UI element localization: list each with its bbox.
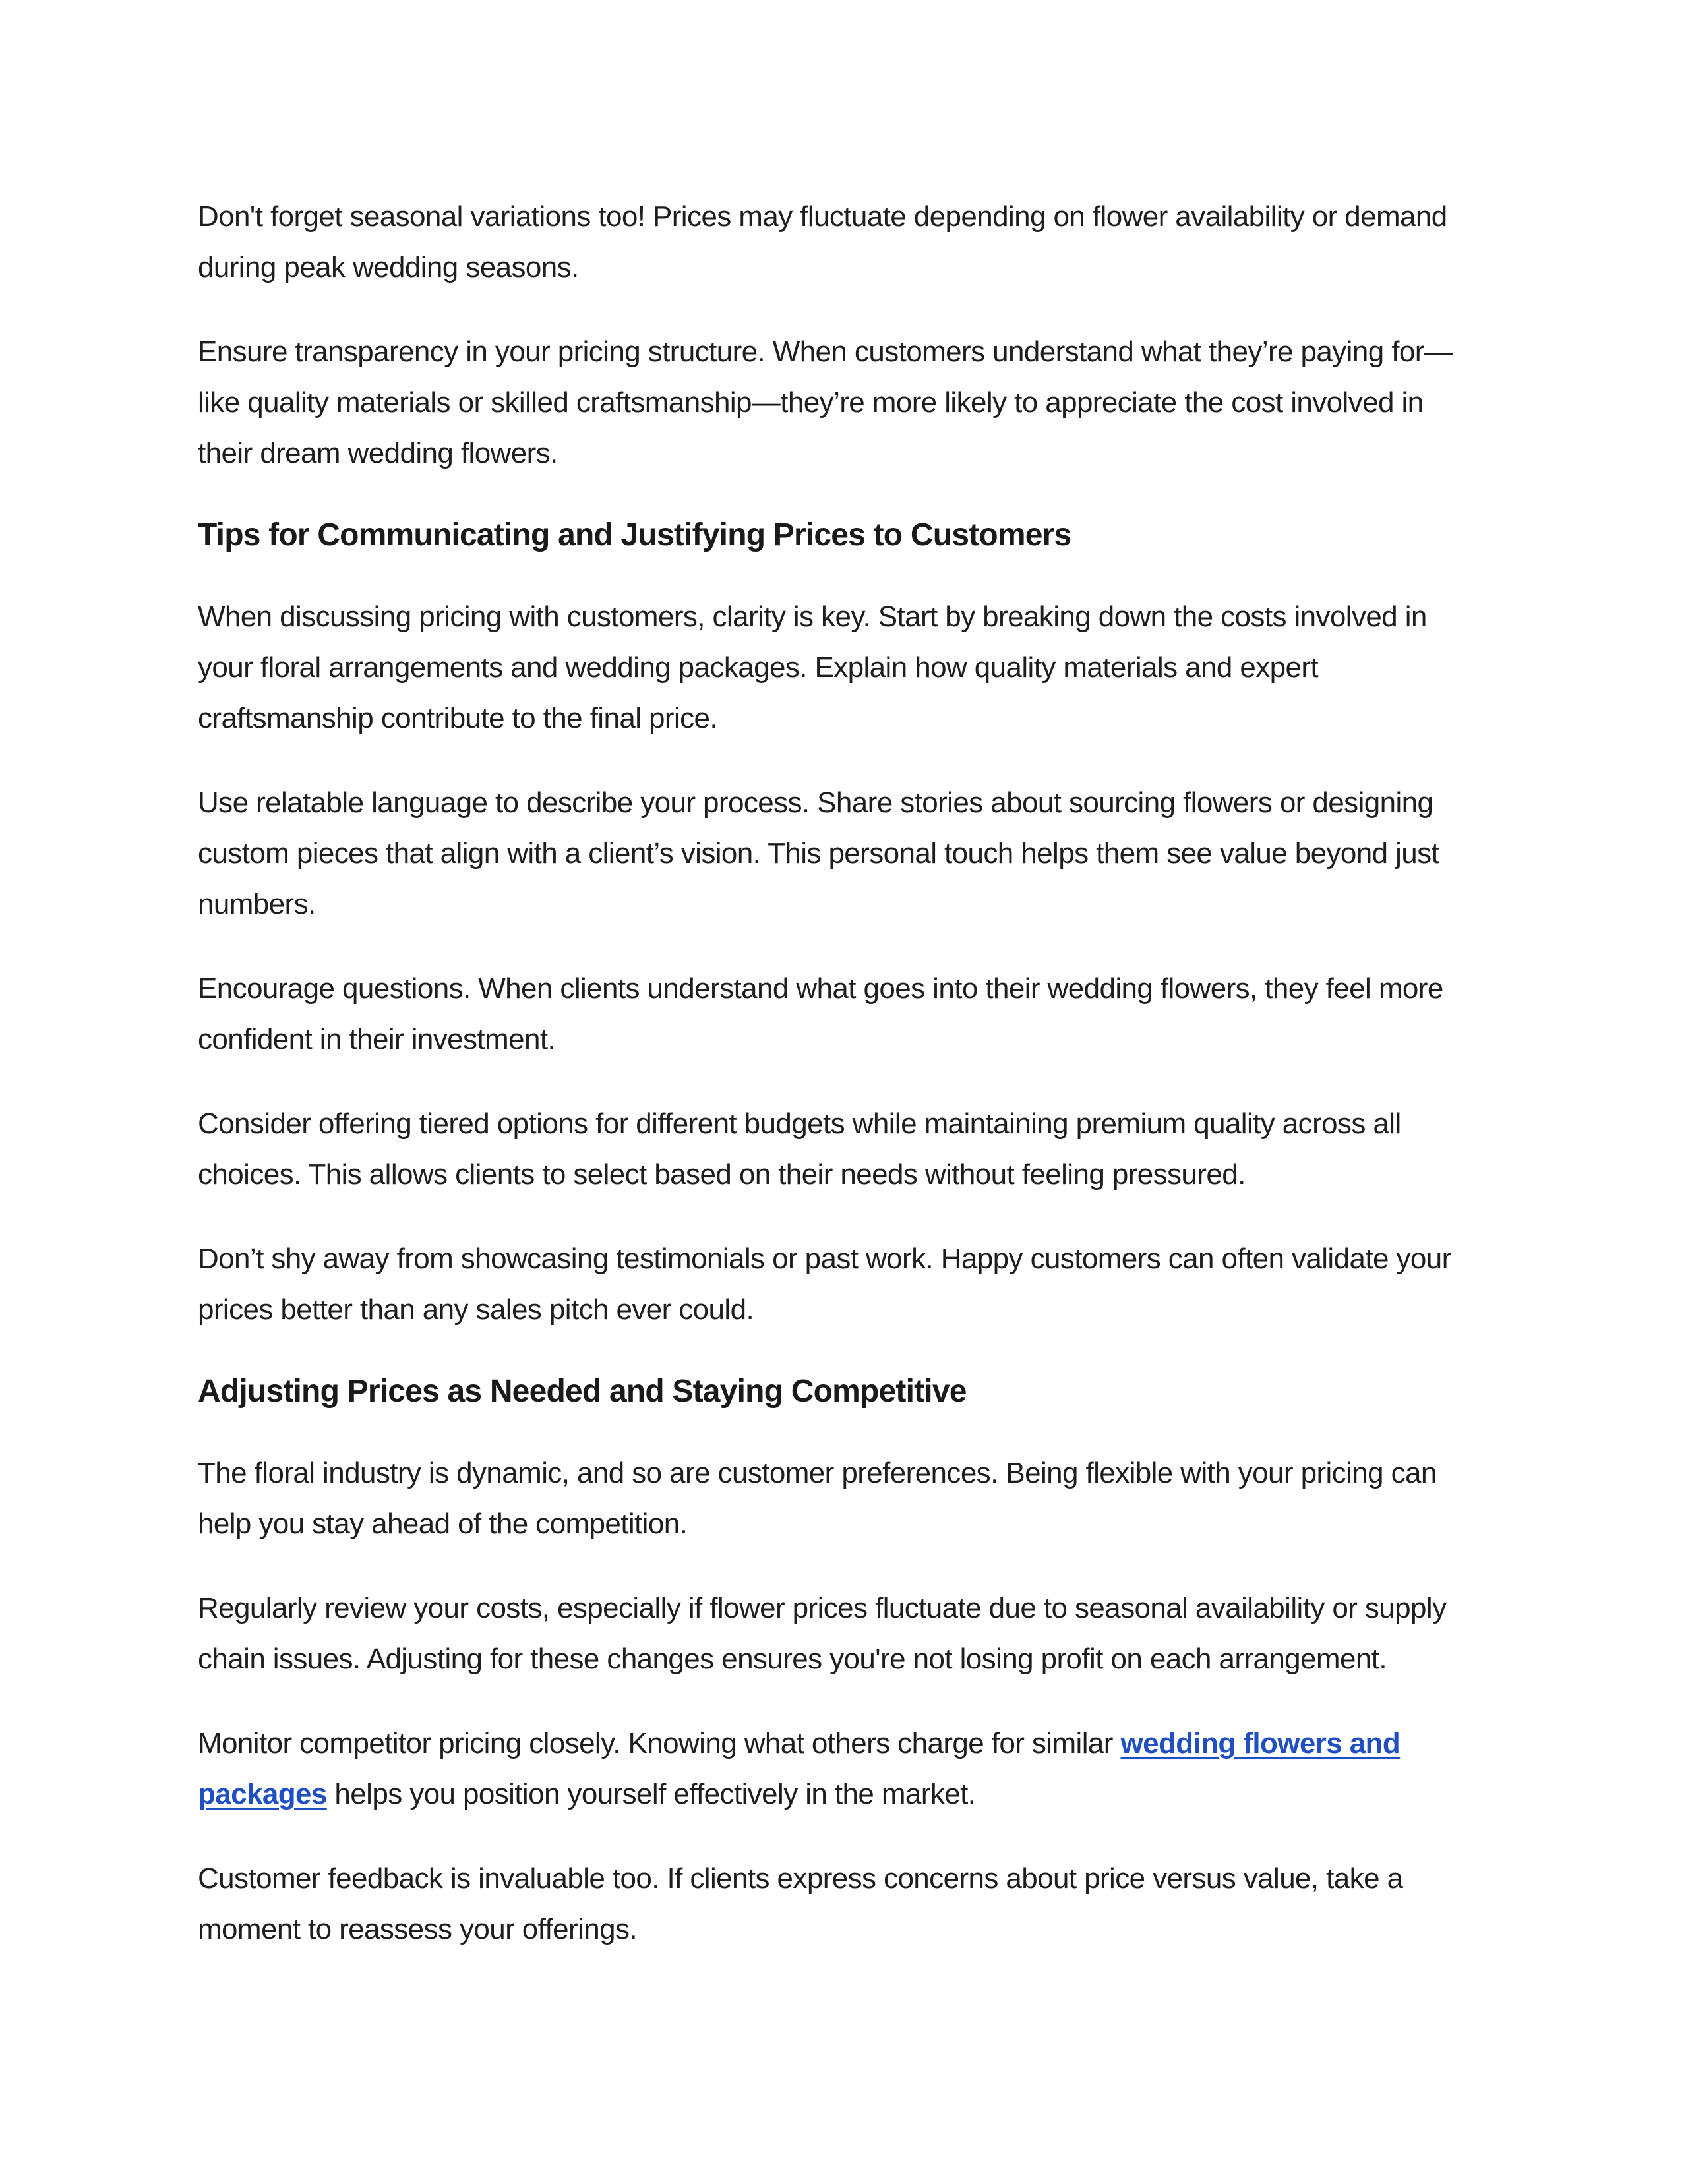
heading-communicating-prices: Tips for Communicating and Justifying Prices to Customers	[198, 517, 1071, 552]
paragraph-encourage-questions: Encourage questions. When clients understand what goes into their wedding flowers, they feel more confident in their investment.	[198, 972, 1443, 1055]
document-body	[198, 191, 1484, 1988]
wedding-flowers-packages-link[interactable]: wedding flowers and packages	[198, 1727, 1401, 1810]
paragraph-relatable-language: Use relatable language to describe your process. Share stories about sourcing flowers or designing custom pieces that align with a client’s vision. This personal touch helps them see value beyond just numbers.	[198, 786, 1439, 920]
paragraph-monitor-competitors-text-start: Monitor competitor pricing closely. Knowing what others charge for similar	[198, 1727, 1121, 1759]
paragraph-monitor-competitors-text-end: helps you position yourself effectively in the market.	[326, 1778, 976, 1810]
paragraph-review-costs: Regularly review your costs, especially if flower prices fluctuate due to seasonal availability or supply chain issues. Adjusting for these changes ensures you're not losing profit on each arrangement.	[198, 1592, 1447, 1675]
paragraph-floral-industry-dynamic: The floral industry is dynamic, and so are customer preferences. Being flexible with your pricing can help you stay ahead of the competition.	[198, 1457, 1437, 1540]
paragraph-monitor-competitors	[198, 1718, 1484, 1819]
paragraph-tiered-options: Consider offering tiered options for different budgets while maintaining premium quality across all choices. This allows clients to select based on their needs without feeling pressured.	[198, 1107, 1401, 1191]
paragraph-customer-feedback: Customer feedback is invaluable too. If clients express concerns about price versus value, take a moment to reassess your offerings.	[198, 1862, 1403, 1945]
paragraph-testimonials: Don’t shy away from showcasing testimonials or past work. Happy customers can often validate your prices better than any sales pitch ever could.	[198, 1243, 1451, 1326]
paragraph-pricing-transparency: Ensure transparency in your pricing structure. When customers understand what they’re paying for—like quality materials or skilled craftsmanship—they’re more likely to appreciate the cost involved in their dream wedding flowers.	[198, 336, 1453, 469]
paragraph-clarity-is-key: When discussing pricing with customers, clarity is key. Start by breaking down the costs involved in your floral arrangements and wedding packages. Explain how quality materials and expert craftsmanship contribute to the final price.	[198, 601, 1427, 734]
paragraph-seasonal-variations: Don't forget seasonal variations too! Prices may fluctuate depending on flower availability or demand during peak wedding seasons.	[198, 200, 1447, 283]
heading-adjusting-prices: Adjusting Prices as Needed and Staying Competitive	[198, 1374, 967, 1409]
